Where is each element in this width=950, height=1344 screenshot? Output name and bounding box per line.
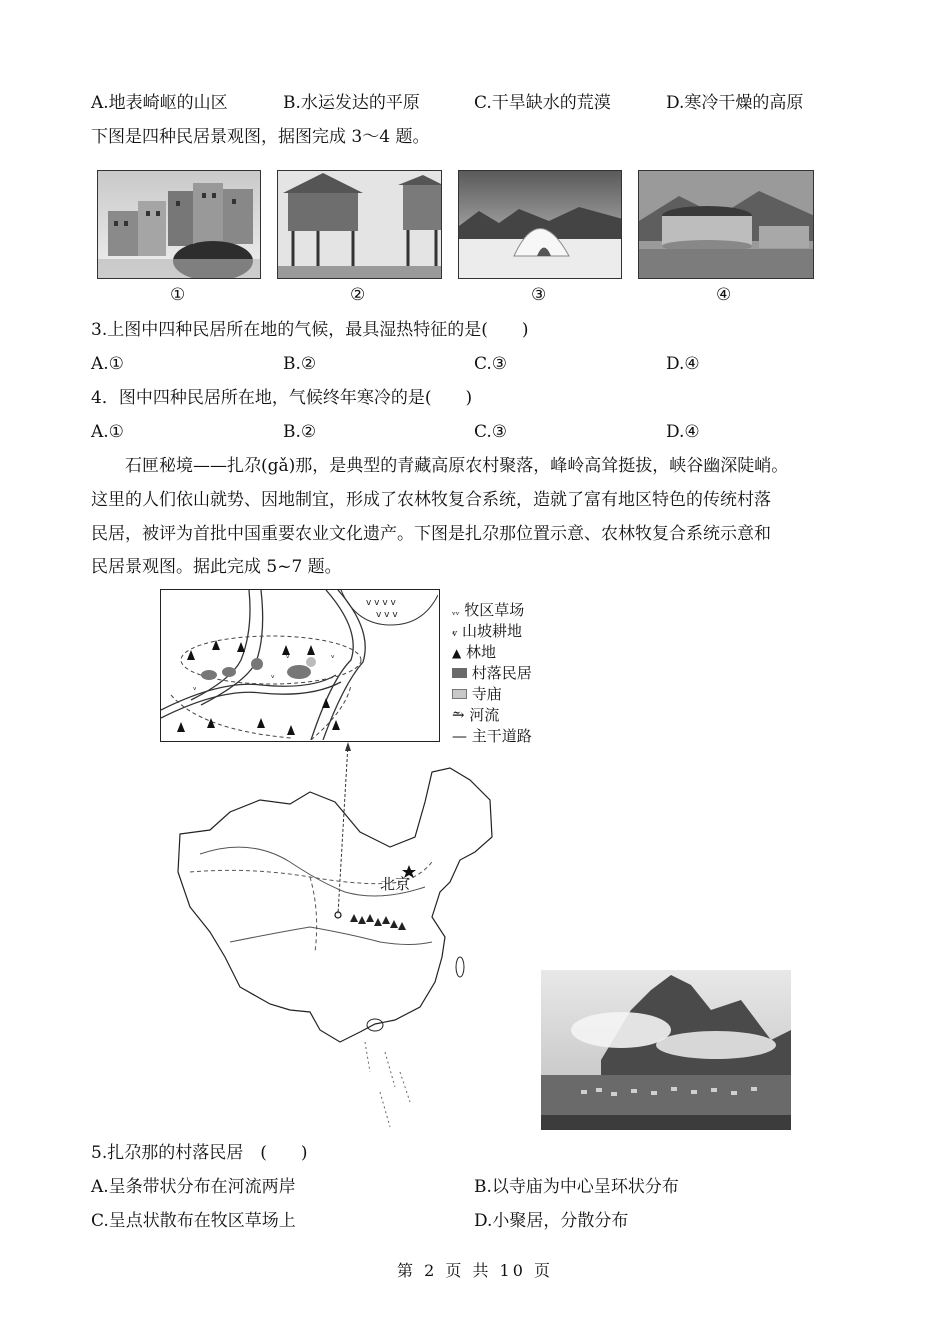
svg-text:ᵥ: ᵥ — [271, 671, 275, 681]
q4-option-d: D.④ — [666, 422, 700, 442]
svg-text:ᵥ: ᵥ — [286, 651, 290, 661]
farmland-icon: ⱴ — [452, 626, 458, 639]
svg-text:v v v v: v v v v — [366, 598, 396, 608]
pasture-icon: ᵥᵥ — [452, 607, 460, 618]
legend-label: 村落民居 — [471, 664, 532, 682]
q4-option-b: B.② — [283, 422, 317, 442]
photo-caption-1: ① — [170, 285, 186, 305]
q5-option-b: B.以寺庙为中心呈环状分布 — [474, 1177, 679, 1197]
china-location-map — [170, 742, 510, 1132]
photo-stilt-house — [277, 170, 442, 279]
beijing-label: 北京 — [380, 875, 411, 893]
legend-label: 寺庙 — [471, 685, 502, 703]
svg-text:ᵥ: ᵥ — [193, 683, 197, 693]
photo-caption-4: ④ — [716, 285, 732, 305]
intro-q3-4: 下图是四种民居景观图，据图完成 3～4 题。 — [91, 127, 430, 147]
system-diagram — [160, 589, 440, 742]
q3-option-a: A.① — [91, 354, 124, 374]
legend-item-forest — [452, 645, 496, 660]
q5-option-d: D.小聚居，分散分布 — [474, 1211, 629, 1231]
photo-desert-dwelling — [97, 170, 261, 279]
q5-stem: 5.扎尕那的村落民居 ( ) — [91, 1143, 308, 1163]
q2-option-c: C.干旱缺水的荒漠 — [474, 93, 611, 113]
legend-label: 主干道路 — [471, 727, 532, 745]
legend-label: 牧区草场 — [464, 601, 525, 619]
q2-option-b: B.水运发达的平原 — [283, 93, 420, 113]
svg-text:v v v: v v v — [376, 610, 398, 620]
temple-swatch-icon — [452, 689, 467, 699]
passage-line-1: 石匣秘境——扎尕(gǎ)那，是典型的青藏高原农村聚落，峰岭高耸挺拔，峡谷幽深陡峭。 — [91, 456, 789, 476]
q2-option-a: A.地表崎岖的山区 — [91, 93, 228, 113]
legend-label: 林地 — [466, 643, 497, 661]
river-icon: ⥲ — [452, 706, 465, 724]
legend-label: 山坡耕地 — [461, 622, 522, 640]
legend-item-farmland — [452, 624, 522, 639]
legend-item-temple — [452, 687, 502, 702]
legend-item-village — [452, 666, 532, 681]
q3-stem: 3.上图中四种民居所在地的气候，最具湿热特征的是( ) — [91, 320, 529, 340]
photo-caption-2: ② — [350, 285, 366, 305]
passage-line-2: 这里的人们依山就势、因地制宜，形成了农林牧复合系统，造就了富有地区特色的传统村落 — [91, 490, 771, 510]
tree-icon: ▲ — [452, 646, 462, 660]
legend-item-pasture — [452, 603, 524, 618]
q2-option-d: D.寒冷干燥的高原 — [666, 93, 804, 113]
road-line-icon: — — [452, 727, 467, 745]
q4-option-a: A.① — [91, 422, 124, 442]
svg-text:ᵥ: ᵥ — [331, 651, 335, 661]
photo-caption-3: ③ — [531, 285, 547, 305]
legend-item-river — [452, 708, 499, 723]
photo-tulou — [638, 170, 814, 279]
q5-option-c: C.呈点状散布在牧区草场上 — [91, 1211, 296, 1231]
q3-option-d: D.④ — [666, 354, 700, 374]
q4-stem: 4．图中四种民居所在地，气候终年寒冷的是( ) — [91, 388, 473, 408]
passage-line-3: 民居，被评为首批中国重要农业文化遗产。下图是扎尕那位置示意、农林牧复合系统示意和 — [91, 524, 771, 544]
legend-label: 河流 — [469, 706, 500, 724]
q4-option-c: C.③ — [474, 422, 508, 442]
photo-zhagana-landscape — [541, 970, 791, 1130]
q3-option-b: B.② — [283, 354, 317, 374]
q5-option-a: A.呈条带状分布在河流两岸 — [91, 1177, 296, 1197]
passage-line-4: 民居景观图。据此完成 5~7 题。 — [91, 557, 342, 577]
village-swatch-icon — [452, 668, 467, 678]
page-footer: 第 2 页 共 10 页 — [397, 1261, 553, 1280]
photo-igloo — [458, 170, 622, 279]
q3-option-c: C.③ — [474, 354, 508, 374]
